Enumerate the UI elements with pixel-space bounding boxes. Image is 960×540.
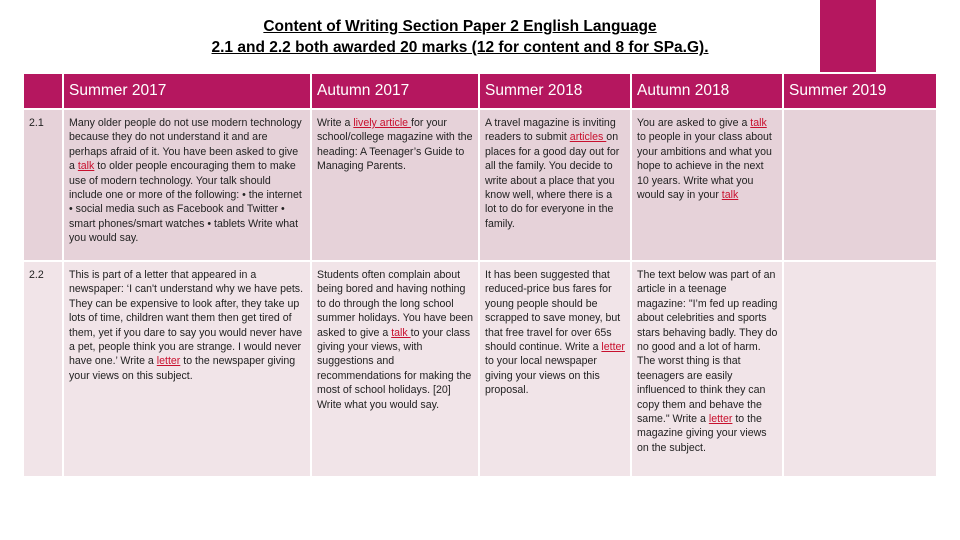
cell-summer-2018 <box>479 261 631 477</box>
cell-text: The text below was part of an article in a teenage magazine: "I’m fed up reading about celebrities and sports stars behaving badly. They do no good and a lot of harm. The worst thing is that teenagers are easily influenced to think they can copy them and behave the same." Write a <box>637 269 778 426</box>
header-autumn-2017: Autumn 2017 <box>311 73 479 109</box>
cell-autumn-2018 <box>631 109 783 261</box>
header-summer-2017: Summer 2017 <box>63 73 311 109</box>
task-keyword: talk <box>77 160 95 173</box>
task-keyword: lively article <box>353 117 412 129</box>
cell-summer-2019 <box>783 261 937 477</box>
question-number: 2.2 <box>23 261 63 477</box>
title-line-2: 2.1 and 2.2 both awarded 20 marks (12 for content and 8 for SPa.G). <box>211 39 709 56</box>
question-number: 2.1 <box>23 109 63 261</box>
header-summer-2019: Summer 2019 <box>783 73 937 109</box>
cell-summer-2018 <box>479 109 631 261</box>
cell-text: to the magazine giving your views on the subject. <box>637 413 767 454</box>
task-keyword: letter <box>156 355 181 368</box>
cell-text: It has been suggested that reduced-price bus fares for young people should be scrapped to save money, but that free travel for over 65s should continue. Write a <box>485 269 621 354</box>
task-keyword: talk <box>750 117 767 129</box>
cell-text: to your class giving your views, with suggestions and recommendations for making the most of school holidays. [20] Write what you would say. <box>317 326 472 411</box>
cell-text: Students often complain about being bored and having nothing to do through the long school summer holidays. You have been asked to give a <box>317 269 474 339</box>
cell-text: to older people encouraging them to make use of modern technology. Your talk should include one or more of the following: • the internet • social media such as Facebook and Twitter • smart phones/smart watches • tablets Write what you would say. <box>69 160 302 245</box>
cell-text: Many older people do not use modern technology because they do not understand it and are perhaps afraid of it. You have been asked to give a <box>69 117 302 173</box>
cell-text: for your school/college magazine with the heading: A Teenager’s Guide to Managing Parents. <box>317 117 473 173</box>
header-row <box>23 73 937 109</box>
cell-autumn-2017 <box>311 109 479 261</box>
table-row <box>23 109 937 261</box>
cell-autumn-2018 <box>631 261 783 477</box>
cell-text: on places for a good day out for all the family. You decide to write about a place that you know well, where there is a lot to do for everyone in the family. <box>485 131 620 230</box>
cell-text: A travel magazine is inviting readers to submit <box>485 117 616 144</box>
title-line-1: Content of Writing Section Paper 2 English Language <box>263 18 657 35</box>
cell-text: to people in your class about your ambitions and what you hope to achieve in the next 10 years. Write what you would say in your <box>637 131 772 202</box>
task-keyword: letter <box>601 341 625 354</box>
writing-section-table <box>22 72 938 478</box>
cell-autumn-2017 <box>311 261 479 477</box>
task-keyword: talk <box>391 326 411 339</box>
cell-summer-2019 <box>783 109 937 261</box>
header-autumn-2018: Autumn 2018 <box>631 73 783 109</box>
cell-text: This is part of a letter that appeared in a newspaper: ‘I can't understand why we have pets. They can be expensive to look after, they take up lots of time, children want them then get tired of them, yet if you dare to say you would never have a pet, people think you are strange. I would never have one.’ Write a <box>69 269 304 368</box>
cell-summer-2017 <box>63 109 311 261</box>
cell-summer-2017 <box>63 261 311 477</box>
task-keyword: articles <box>569 131 607 144</box>
task-keyword: talk <box>721 189 739 202</box>
cell-text: to your local newspaper giving your views on this proposal. <box>485 355 600 397</box>
header-blank <box>23 73 63 109</box>
header-summer-2018: Summer 2018 <box>479 73 631 109</box>
table-row <box>23 261 937 477</box>
accent-bar <box>820 0 876 72</box>
cell-text: to the newspaper giving your views on this subject. <box>69 355 296 382</box>
task-keyword: letter <box>708 413 733 426</box>
cell-text: You are asked to give a <box>637 117 751 129</box>
cell-text: Write a <box>317 117 354 129</box>
page-title <box>130 16 790 58</box>
